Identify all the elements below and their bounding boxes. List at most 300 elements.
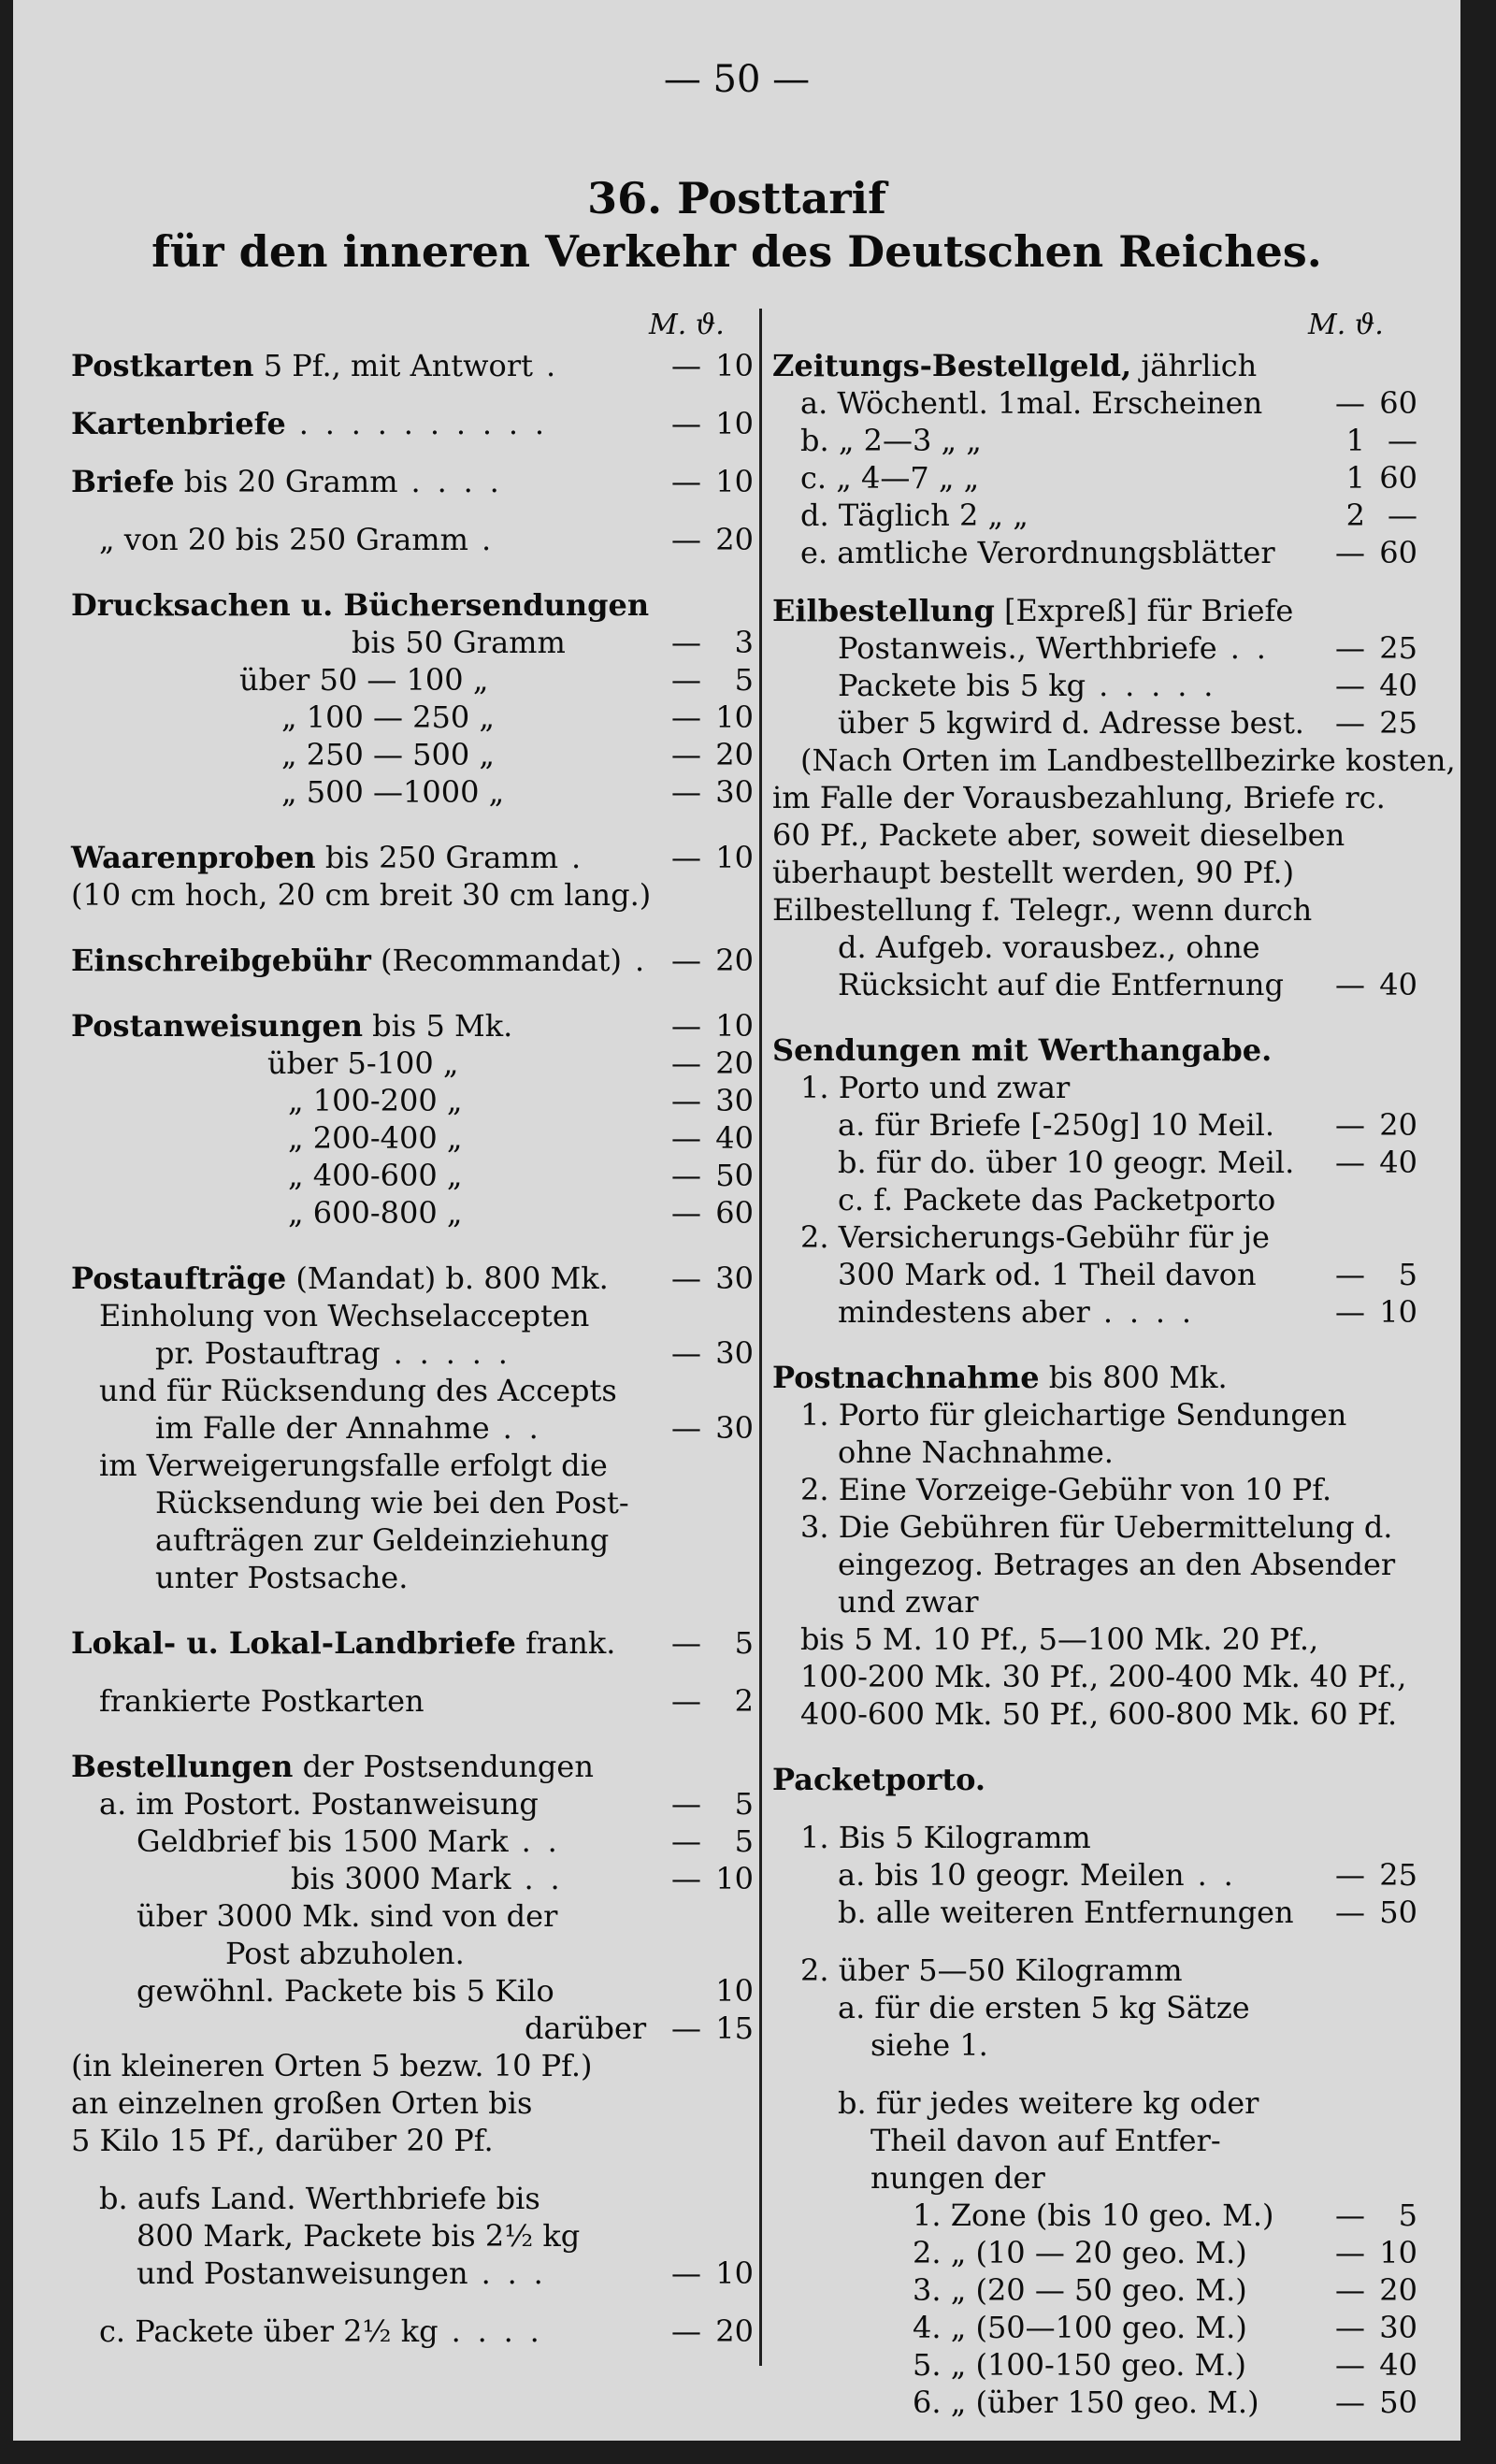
- tariff-item-label: (Nach Orten im Landbestellbezirke kosten,: [800, 742, 1456, 778]
- tariff-item-label: überhaupt bestellt werden, 90 Pf.): [772, 855, 1295, 890]
- pfennig-value: 30: [715, 1410, 754, 1446]
- tariff-item-text: [772, 1509, 1392, 1545]
- mark-value: —: [1335, 630, 1365, 666]
- tariff-row: [71, 1898, 754, 1936]
- tariff-item-text: [71, 1261, 654, 1296]
- tariff-item-text: [71, 877, 654, 913]
- tariff-item-text: [71, 2123, 654, 2158]
- tariff-item-label: an einzelnen großen Orten bis: [71, 2085, 533, 2121]
- tariff-item-text: [772, 1547, 1395, 1582]
- pfennig-value: —: [1388, 497, 1417, 533]
- tariff-row: [772, 2385, 1417, 2422]
- pfennig-value: 50: [715, 1158, 754, 1193]
- tariff-row: [772, 1820, 1417, 1857]
- tariff-item-label: über 5-100 „: [267, 1045, 459, 1081]
- tariff-row: [71, 1683, 754, 1721]
- tariff-row: [772, 1360, 1417, 1397]
- tariff-item-label: Postanweis., Werthbriefe: [838, 630, 1217, 666]
- spacer: [772, 1932, 1417, 1952]
- tariff-item-label: nungen der: [870, 2160, 1045, 2196]
- tariff-row: [71, 1560, 754, 1597]
- tariff-item-label: 2. Versicherungs-Gebühr für je: [800, 1219, 1270, 1255]
- mark-value: —: [1335, 2197, 1365, 2233]
- tariff-item-label: ohne Nachnahme.: [838, 1434, 1114, 1470]
- spacer: [71, 812, 754, 840]
- pfennig-value: 20: [715, 522, 754, 557]
- spacer: [71, 1663, 754, 1683]
- tariff-item-label: „ 100-200 „: [288, 1083, 463, 1118]
- book-page: [13, 0, 1460, 2441]
- tariff-item-text: [71, 1898, 654, 1934]
- pfennig-unit-label: ϑ.: [695, 309, 725, 341]
- spacer: [772, 572, 1417, 593]
- pfennig-value: 10: [715, 348, 754, 383]
- tariff-item-text: [71, 406, 654, 441]
- mark-value: —: [671, 1861, 701, 1896]
- mark-value: —: [671, 2313, 701, 2349]
- tariff-item-text: [772, 1219, 1318, 1255]
- tariff-item-text: [71, 1083, 654, 1118]
- tariff-item-heading: Briefe: [71, 464, 175, 499]
- tariff-item-text: [772, 1696, 1397, 1732]
- tariff-item-text: [772, 855, 1318, 890]
- dot-leader: . . . .: [438, 2313, 543, 2349]
- tariff-item-text: [772, 2160, 1318, 2196]
- tariff-item-label: c. Packete über 2½ kg: [99, 2313, 439, 2349]
- tariff-item-text: [71, 522, 654, 557]
- mark-value: —: [671, 1335, 701, 1371]
- mark-value: —: [671, 1083, 701, 1118]
- tariff-row: [772, 855, 1417, 892]
- tariff-row: [71, 2010, 754, 2048]
- pfennig-value: 10: [1379, 1294, 1417, 1330]
- tariff-item-label: über 5 kgwird d. Adresse best.: [838, 705, 1304, 741]
- tariff-item-label: c. f. Packete das Packetporto: [838, 1182, 1276, 1218]
- tariff-item-text: [71, 1973, 654, 2009]
- pfennig-value: 25: [1379, 630, 1417, 666]
- tariff-item-label: bis 800 Mk.: [1039, 1360, 1228, 1395]
- tariff-item-label: 1. Porto für gleichartige Sendungen: [800, 1397, 1347, 1433]
- tariff-row: [772, 2235, 1417, 2272]
- tariff-row: [772, 2197, 1417, 2235]
- tariff-item-label: im Verweigerungsfalle erfolgt die: [99, 1448, 608, 1483]
- tariff-row: [772, 1584, 1417, 1621]
- pfennig-value: 10: [715, 406, 754, 441]
- pfennig-value: 20: [715, 943, 754, 978]
- tariff-item-label: bis 5 M. 10 Pf., 5—100 Mk. 20 Pf.,: [800, 1621, 1319, 1657]
- tariff-row: [71, 1410, 754, 1448]
- tariff-row: [772, 742, 1456, 780]
- tariff-row: [772, 1857, 1417, 1895]
- tariff-row: [71, 699, 754, 737]
- mark-value: —: [1335, 535, 1365, 570]
- tariff-item-label: (Mandat) b. 800 Mk.: [286, 1261, 609, 1296]
- tariff-item-label: aufträgen zur Geldeinziehung: [155, 1522, 610, 1558]
- tariff-item-text: [772, 2027, 1318, 2063]
- tariff-item-label: d. Aufgeb. vorausbez., ohne: [838, 929, 1260, 965]
- tariff-item-text: [71, 1823, 654, 1859]
- tariff-row: [71, 1522, 754, 1560]
- tariff-item-label: gewöhnl. Packete bis 5 Kilo: [137, 1973, 554, 2009]
- tariff-item-text: [772, 423, 1318, 458]
- tariff-item-label: eingezog. Betrages an den Absender: [838, 1547, 1396, 1582]
- left-tariff-column: [71, 348, 754, 2351]
- spacer: [772, 1734, 1417, 1762]
- tariff-item-label: darüber: [525, 2010, 647, 2046]
- tariff-item-label: Theil davon auf Entfer-: [870, 2123, 1221, 2158]
- dot-leader: . .: [511, 1861, 564, 1896]
- tariff-row: [71, 348, 754, 385]
- dot-leader: . . . . . . . . . .: [285, 406, 548, 441]
- tariff-row: [772, 2310, 1417, 2347]
- tariff-row: [71, 1786, 754, 1823]
- tariff-item-label: Einholung von Wechselaccepten: [99, 1298, 590, 1333]
- tariff-row: [772, 1762, 1417, 1799]
- tariff-item-text: [71, 2010, 654, 2046]
- pfennig-value: 25: [1379, 1857, 1417, 1893]
- pfennig-value: 20: [715, 2313, 754, 2349]
- tariff-item-heading: Postaufträge: [71, 1261, 287, 1296]
- tariff-item-label: b. alle weiteren Entfernungen: [838, 1895, 1294, 1930]
- tariff-item-text: [772, 385, 1318, 421]
- tariff-item-label: b. „ 2—3 „ „: [800, 423, 982, 458]
- tariff-item-text: [71, 587, 654, 623]
- tariff-item-label: 300 Mark od. 1 Theil davon: [838, 1257, 1257, 1292]
- mark-value: —: [671, 625, 701, 660]
- mark-value: —: [671, 348, 701, 383]
- mark-value: —: [671, 1008, 701, 1044]
- pfennig-value: 5: [734, 662, 754, 698]
- tariff-row: [772, 1547, 1417, 1584]
- tariff-row: [772, 780, 1417, 817]
- tariff-item-text: [772, 1397, 1346, 1433]
- tariff-item-label: und zwar: [838, 1584, 979, 1620]
- mark-unit-label: M.: [649, 309, 687, 341]
- tariff-row: [71, 774, 754, 812]
- dot-leader: . . . .: [397, 464, 503, 499]
- mark-value: —: [1335, 1107, 1365, 1143]
- tariff-row: [772, 348, 1417, 385]
- tariff-row: [772, 1257, 1417, 1294]
- mark-value: —: [671, 1158, 701, 1193]
- tariff-item-label: bis 3000 Mark: [291, 1861, 511, 1896]
- tariff-item-heading: Postkarten: [71, 348, 254, 383]
- right-tariff-column: [772, 348, 1456, 2422]
- spacer: [71, 2160, 754, 2181]
- tariff-item-heading: Postnachnahme: [772, 1360, 1040, 1395]
- tariff-item-label: 800 Mark, Packete bis 2½ kg: [137, 2218, 581, 2254]
- tariff-row: [71, 2181, 754, 2218]
- tariff-row: [71, 662, 754, 699]
- tariff-row: [71, 1485, 754, 1522]
- tariff-item-label: „ 500 —1000 „: [281, 774, 505, 810]
- spacer: [71, 980, 754, 1008]
- tariff-row: [71, 1973, 754, 2010]
- tariff-item-text: [772, 1472, 1331, 1507]
- tariff-item-text: [71, 1749, 654, 1784]
- tariff-item-text: [772, 1294, 1318, 1330]
- tariff-item-label: „ 400-600 „: [288, 1158, 463, 1193]
- tariff-item-label: jährlich: [1131, 348, 1258, 383]
- tariff-item-label: [Expreß] für Briefe: [994, 593, 1294, 628]
- tariff-row: [71, 1120, 754, 1158]
- dot-leader: . . . .: [1089, 1294, 1195, 1330]
- tariff-row: [772, 967, 1417, 1004]
- tariff-item-text: [71, 348, 654, 383]
- spacer: [71, 385, 754, 406]
- tariff-item-label: im Falle der Annahme: [155, 1410, 490, 1446]
- tariff-item-label: (in kleineren Orten 5 bezw. 10 Pf.): [71, 2048, 593, 2083]
- tariff-row: [772, 1182, 1417, 1219]
- mark-value: —: [671, 699, 701, 735]
- tariff-item-label: Eilbestellung f. Telegr., wenn durch: [772, 892, 1313, 928]
- tariff-row: [772, 1070, 1417, 1107]
- tariff-row: [71, 2048, 754, 2085]
- tariff-item-label: a. für Briefe [-250g] 10 Meil.: [838, 1107, 1275, 1143]
- tariff-item-label: und Postanweisungen: [137, 2255, 468, 2291]
- tariff-item-label: „ 100 — 250 „: [281, 699, 495, 735]
- tariff-row: [71, 1625, 754, 1663]
- tariff-item-text: [772, 1145, 1318, 1180]
- spacer: [772, 1332, 1417, 1360]
- tariff-row: [772, 1696, 1417, 1734]
- mark-value: —: [671, 1625, 701, 1661]
- pfennig-value: —: [1388, 423, 1417, 458]
- pfennig-value: 30: [715, 1261, 754, 1296]
- tariff-item-label: 5 Pf., mit Antwort: [253, 348, 533, 383]
- mark-value: —: [1335, 1857, 1365, 1893]
- mark-value: —: [1335, 1145, 1365, 1180]
- tariff-row: [71, 2218, 754, 2255]
- tariff-item-label: „ 200-400 „: [288, 1120, 463, 1156]
- tariff-row: [71, 1448, 754, 1485]
- tariff-item-text: [772, 497, 1318, 533]
- tariff-item-label: 1. Porto und zwar: [800, 1070, 1071, 1105]
- tariff-item-label: Rücksendung wie bei den Post-: [155, 1485, 629, 1520]
- pfennig-value: 30: [715, 774, 754, 810]
- tariff-item-label: 2. „ (10 — 20 geo. M.): [913, 2235, 1247, 2270]
- dot-leader: . . .: [468, 2255, 547, 2291]
- tariff-row: [772, 2272, 1417, 2310]
- tariff-row: [772, 929, 1417, 967]
- tariff-item-label: pr. Postauftrag: [155, 1335, 381, 1371]
- pfennig-value: 40: [1379, 2347, 1417, 2383]
- tariff-item-text: [772, 1659, 1406, 1694]
- pfennig-value: 20: [1379, 2272, 1417, 2308]
- tariff-item-label: 3. Die Gebühren für Uebermittelung d.: [800, 1509, 1393, 1545]
- tariff-row: [772, 630, 1417, 668]
- tariff-item-text: [71, 737, 654, 772]
- mark-value: —: [671, 2010, 701, 2046]
- tariff-item-text: [71, 1335, 654, 1371]
- tariff-item-label: 1. Bis 5 Kilogramm: [800, 1820, 1091, 1855]
- tariff-item-label: a. für die ersten 5 kg Sätze: [838, 1990, 1250, 2025]
- tariff-item-label: bis 50 Gramm: [352, 625, 566, 660]
- tariff-row: [772, 423, 1417, 460]
- dot-leader: . . . . .: [380, 1335, 511, 1371]
- tariff-item-text: [772, 1820, 1318, 1855]
- tariff-row: [71, 737, 754, 774]
- tariff-item-label: im Falle der Vorausbezahlung, Briefe rc.: [772, 780, 1386, 815]
- tariff-row: [71, 1298, 754, 1335]
- tariff-row: [772, 460, 1417, 497]
- dot-leader: .: [532, 348, 559, 383]
- spacer: [772, 2065, 1417, 2085]
- tariff-item-text: [71, 1683, 654, 1719]
- dot-leader: . .: [1184, 1857, 1237, 1893]
- tariff-item-label: d. Täglich 2 „ „: [800, 497, 1028, 533]
- tariff-item-text: [772, 1360, 1318, 1395]
- tariff-item-text: [772, 460, 1318, 496]
- tariff-row: [772, 668, 1417, 705]
- mark-value: —: [671, 464, 701, 499]
- pfennig-value: 10: [715, 699, 754, 735]
- tariff-item-text: [772, 2385, 1318, 2420]
- tariff-item-label: 1. Zone (bis 10 geo. M.): [913, 2197, 1274, 2233]
- tariff-row: [772, 1107, 1417, 1145]
- pfennig-value: 20: [1379, 1107, 1417, 1143]
- tariff-row: [71, 2085, 754, 2123]
- dot-leader: .: [558, 840, 585, 875]
- mark-value: —: [671, 1045, 701, 1081]
- tariff-item-text: [772, 967, 1318, 1002]
- tariff-row: [71, 2255, 754, 2293]
- tariff-item-text: [772, 817, 1345, 853]
- pfennig-value: 40: [715, 1120, 754, 1156]
- mark-value: —: [671, 662, 701, 698]
- tariff-item-label: über 3000 Mk. sind von der: [137, 1898, 558, 1934]
- pfennig-value: 50: [1379, 1895, 1417, 1930]
- tariff-row: [772, 1952, 1417, 1990]
- pfennig-value: 5: [734, 1786, 754, 1822]
- dot-leader: . .: [1216, 630, 1270, 666]
- mark-value: —: [671, 737, 701, 772]
- right-unit-header: [1308, 309, 1384, 341]
- tariff-item-text: [71, 1861, 654, 1896]
- tariff-item-label: „ 600-800 „: [288, 1195, 463, 1231]
- tariff-row: [71, 625, 754, 662]
- pfennig-value: 30: [715, 1083, 754, 1118]
- mark-value: —: [671, 522, 701, 557]
- spacer: [71, 443, 754, 464]
- pfennig-value: 10: [715, 840, 754, 875]
- tariff-item-label: 100-200 Mk. 30 Pf., 200-400 Mk. 40 Pf.,: [800, 1659, 1407, 1694]
- tariff-row: [71, 2123, 754, 2160]
- mark-value: —: [1335, 668, 1365, 703]
- mark-value: 1: [1345, 423, 1365, 458]
- mark-value: —: [671, 2255, 701, 2291]
- tariff-row: [71, 1335, 754, 1373]
- tariff-row: [772, 1659, 1417, 1696]
- mark-value: —: [671, 1195, 701, 1231]
- mark-value: —: [1335, 2272, 1365, 2308]
- pfennig-value: 5: [1398, 1257, 1417, 1292]
- tariff-item-text: [772, 535, 1318, 570]
- pfennig-value: 60: [1379, 385, 1417, 421]
- tariff-item-text: [772, 1952, 1318, 1988]
- tariff-item-text: [772, 1107, 1318, 1143]
- tariff-item-heading: Einschreibgebühr: [71, 943, 371, 978]
- tariff-row: [71, 1373, 754, 1410]
- tariff-row: [772, 1434, 1417, 1472]
- tariff-item-text: [772, 2085, 1318, 2121]
- tariff-item-text: [71, 1195, 654, 1231]
- tariff-item-label: 3. „ (20 — 50 geo. M.): [913, 2272, 1247, 2308]
- tariff-row: [71, 1936, 754, 1973]
- tariff-item-label: über 50 — 100 „: [239, 662, 489, 698]
- tariff-row: [772, 1895, 1417, 1932]
- tariff-item-label: 4. „ (50—100 geo. M.): [913, 2310, 1247, 2345]
- pfennig-value: 2: [734, 1683, 754, 1719]
- spacer: [71, 559, 754, 587]
- tariff-row: [772, 1509, 1417, 1547]
- tariff-item-text: [71, 1625, 654, 1661]
- tariff-item-label: Geldbrief bis 1500 Mark: [137, 1823, 509, 1859]
- dot-leader: . .: [508, 1823, 561, 1859]
- tariff-item-text: [772, 668, 1318, 703]
- tariff-item-text: [71, 1522, 654, 1558]
- tariff-item-label: c. „ 4—7 „ „: [800, 460, 980, 496]
- tariff-item-heading: Drucksachen u. Büchersendungen: [71, 587, 650, 623]
- tariff-item-text: [772, 1857, 1318, 1893]
- tariff-item-text: [772, 2347, 1318, 2383]
- tariff-item-label: Rücksicht auf die Entfernung: [838, 967, 1284, 1002]
- tariff-row: [71, 1083, 754, 1120]
- pfennig-value: 25: [1379, 705, 1417, 741]
- tariff-row: [772, 1294, 1417, 1332]
- tariff-item-label: a. im Postort. Postanweisung: [99, 1786, 539, 1822]
- mark-unit-label: M.: [1308, 309, 1346, 341]
- tariff-item-label: b. für jedes weitere kg oder: [838, 2085, 1259, 2121]
- tariff-item-text: [71, 2085, 654, 2121]
- page-number: — 50 —: [663, 58, 811, 101]
- tariff-item-text: [772, 1990, 1318, 2025]
- tariff-item-heading: Sendungen mit Werthangabe.: [772, 1032, 1273, 1068]
- tariff-item-text: [71, 774, 654, 810]
- mark-value: —: [1335, 1257, 1365, 1292]
- pfennig-value: 10: [715, 1861, 754, 1896]
- tariff-row: [71, 1008, 754, 1045]
- tariff-item-label: a. Wöchentl. 1mal. Erscheinen: [800, 385, 1263, 421]
- tariff-item-label: (Recommandat): [370, 943, 622, 978]
- pfennig-value: 30: [1379, 2310, 1417, 2345]
- tariff-row: [772, 2160, 1417, 2197]
- spacer: [71, 1232, 754, 1261]
- tariff-item-label: bis 250 Gramm: [315, 840, 559, 875]
- mark-value: —: [671, 1261, 701, 1296]
- tariff-item-label: Packete bis 5 kg: [838, 668, 1086, 703]
- tariff-item-text: [772, 1762, 1318, 1797]
- tariff-item-label: 6. „ (über 150 geo. M.): [913, 2385, 1259, 2420]
- mark-value: —: [1335, 967, 1365, 1002]
- tariff-item-label: 5 Kilo 15 Pf., darüber 20 Pf.: [71, 2123, 494, 2158]
- tariff-item-text: [71, 1786, 654, 1822]
- tariff-item-label: „ 250 — 500 „: [281, 737, 495, 772]
- tariff-item-text: [772, 1434, 1318, 1470]
- tariff-row: [71, 587, 754, 625]
- mark-value: 1: [1345, 460, 1365, 496]
- tariff-item-label: „ von 20 bis 250 Gramm: [99, 522, 468, 557]
- tariff-item-text: [772, 2235, 1318, 2270]
- spacer: [71, 2293, 754, 2313]
- tariff-row: [772, 385, 1417, 423]
- tariff-item-text: [772, 780, 1386, 815]
- tariff-row: [71, 522, 754, 559]
- tariff-row: [772, 497, 1417, 535]
- mark-value: —: [1335, 2310, 1365, 2345]
- spacer: [772, 1799, 1417, 1820]
- spacer: [772, 1004, 1417, 1032]
